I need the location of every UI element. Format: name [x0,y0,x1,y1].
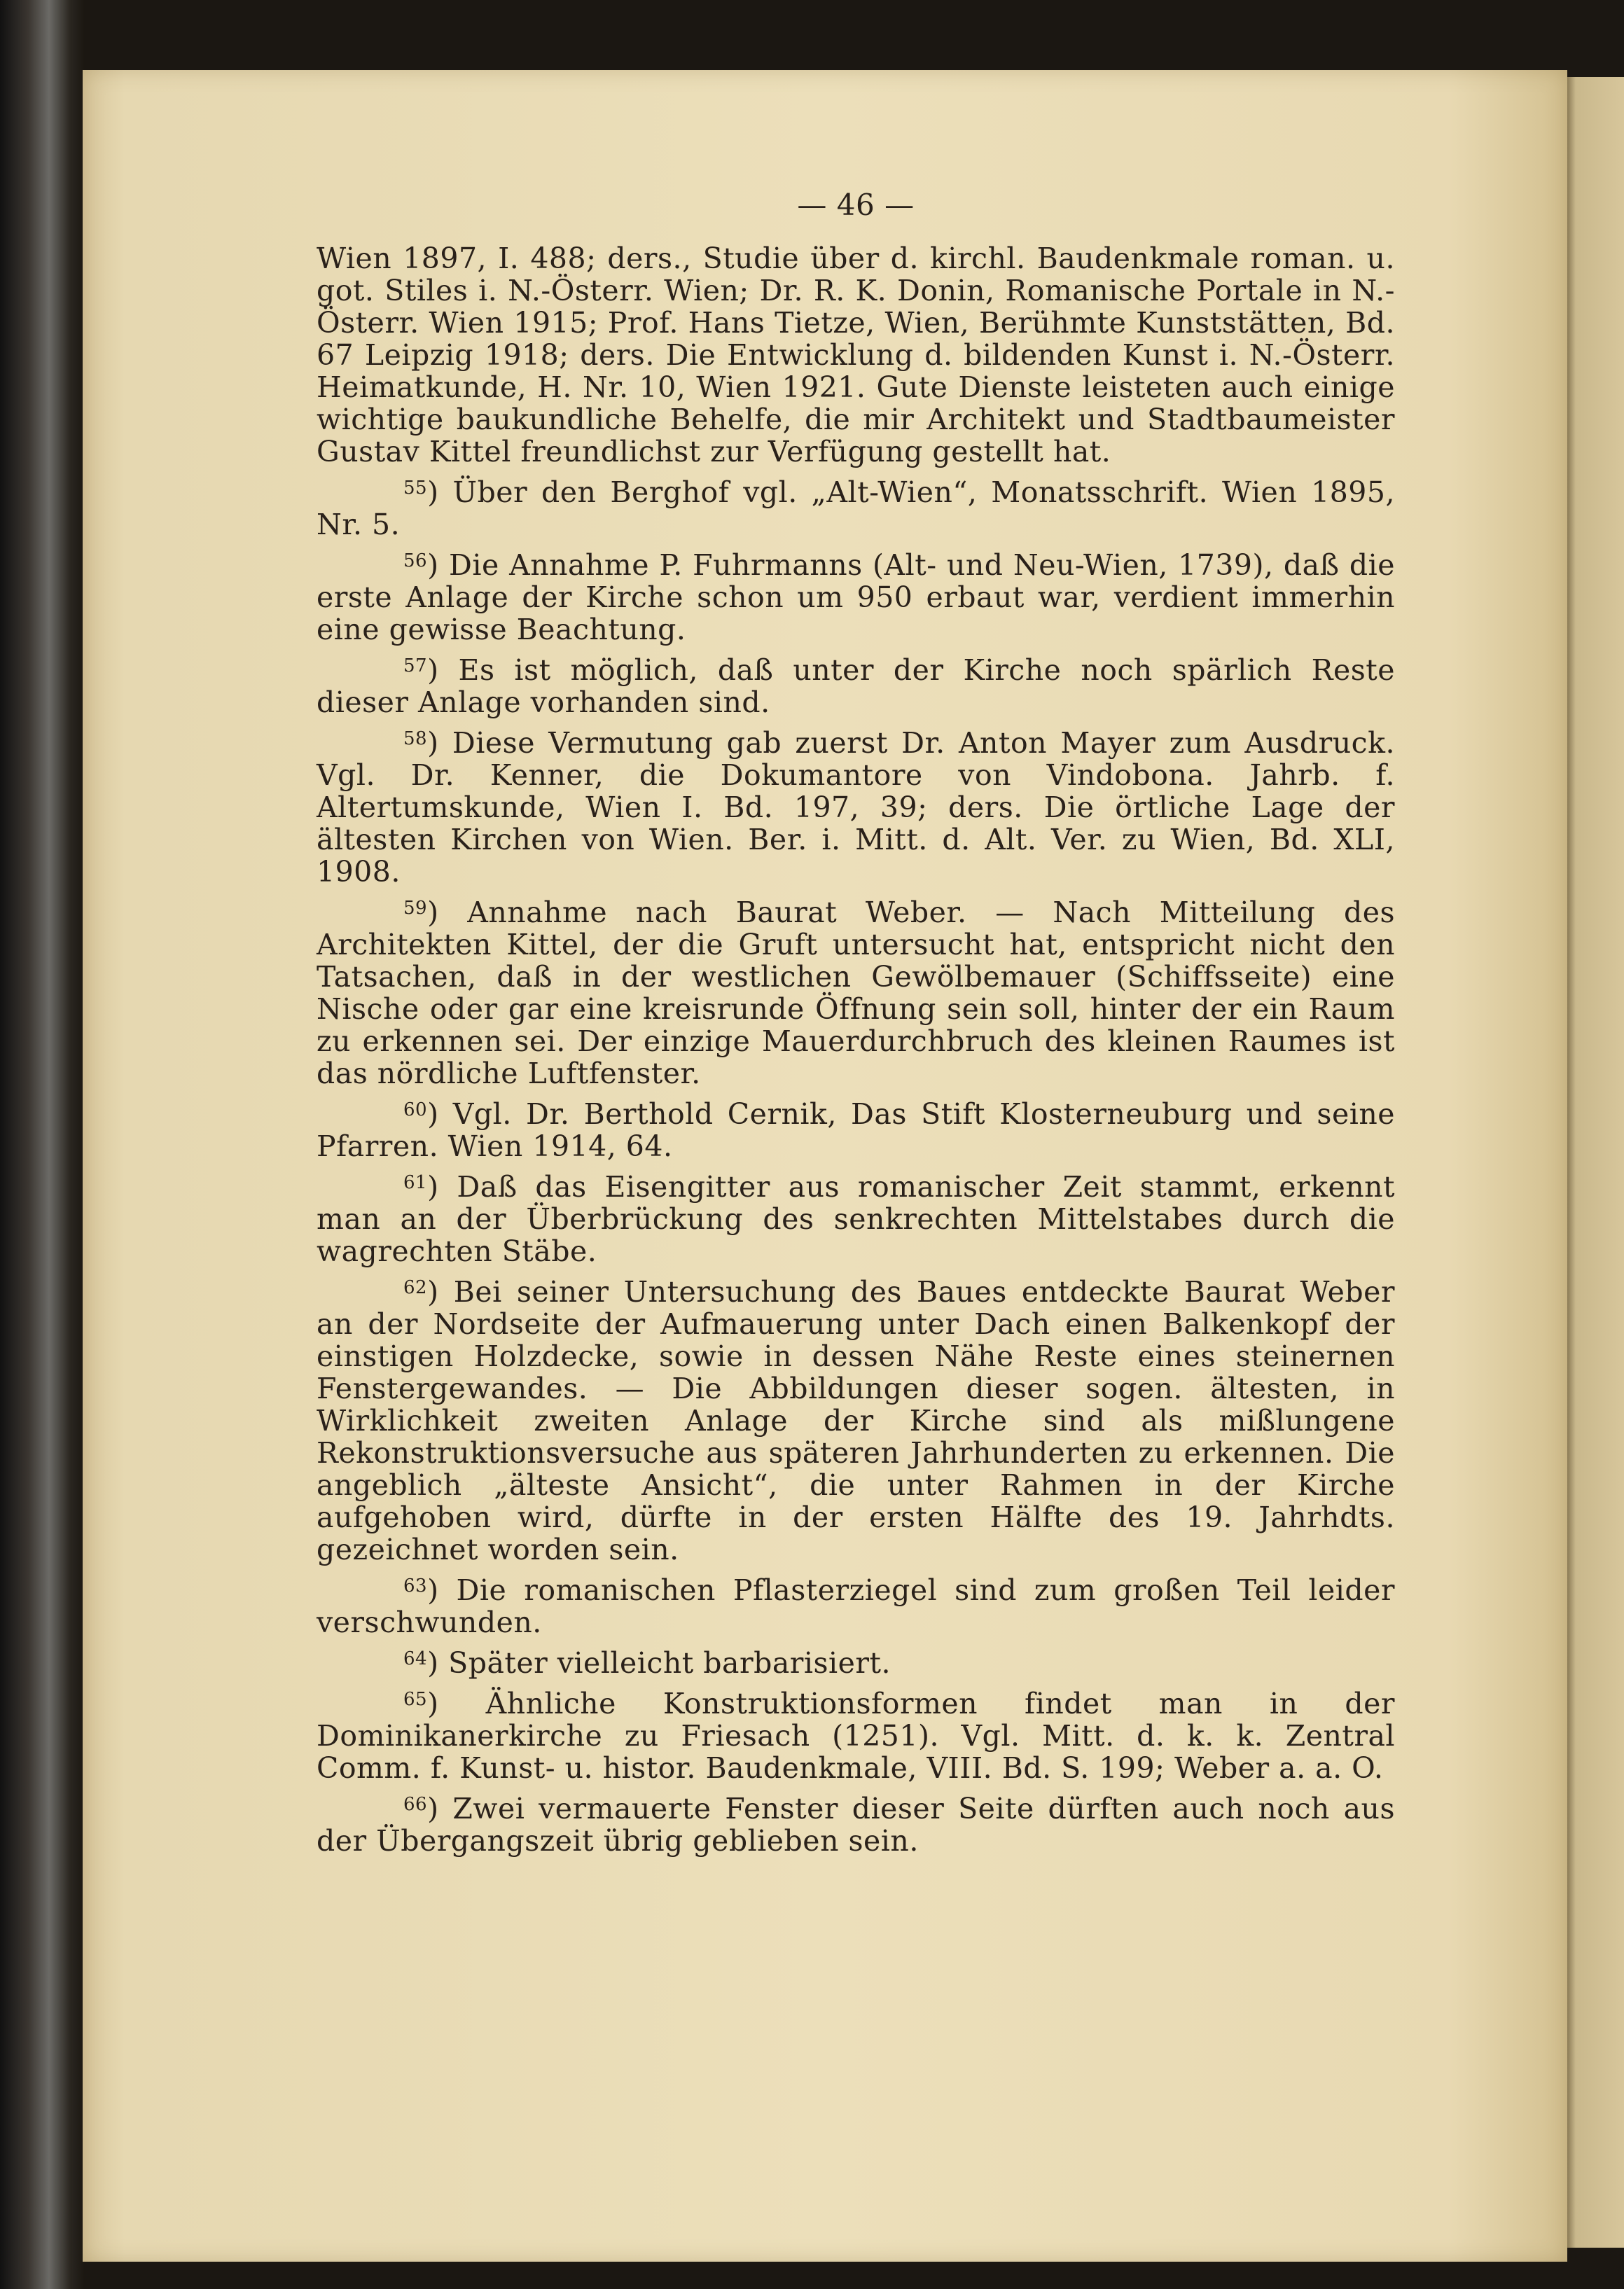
footnote-59: $^{59}$) Annahme nach Baurat Weber. — Nach Mitteilung des Architekten Kittel, der die Gruft untersucht hat, entspricht nicht den Tatsachen, daß in der westlichen Gewölbemauer (Schiffsseite) eine Nische oder gar eine kreisrunde Öffnung sein soll, hinter der ein Raum zu erkennen sei. Der einzige Mauerdurchbruch des kleinen Raumes ist das nördliche Luftfenster. [317,896,1395,1090]
page-number: — 46 — [797,188,915,222]
footnote-60: $^{60}$) Vgl. Dr. Berthold Cernik, Das Stift Klosterneuburg und seine Pfarren. Wien 1914, 64. [317,1097,1396,1163]
footnote-65: $^{65}$) Ähnliche Konstruktionsformen findet man in der Dominikanerkirche zu Friesach (1251). Vgl. Mitt. d. k. k. Zentral Comm. f. Kunst- u. histor. Baudenkmale, VIII. Bd. S. 199; Weber a. a. O. [317,1687,1396,1785]
footnote-57: $^{57}$) Es ist möglich, daß unter der Kirche noch spärlich Reste dieser Anlage vorhanden sind. [317,653,1396,719]
footnote-62: $^{62}$) Bei seiner Untersuchung des Baues entdeckte Baurat Weber an der Nordseite der Aufmauerung unter Dach einen Balkenkopf der einstigen Holzdecke, sowie in dessen Nähe Reste eines steinernen Fenstergewandes. — Die Abbildungen dieser sogen. ältesten, in Wirklichkeit zweiten Anlage der Kirche sind als mißlungene Rekonstruktionsversuche aus späteren Jahrhunderten zu erkennen. Die angeblich „älteste Ansicht“, die unter Rahmen in der Kirche aufgehoben wird, dürfte in der ersten Hälfte des 19. Jahrhdts. gezeichnet worden sein. [317,1275,1396,1566]
book-spine [0,0,84,2289]
footnote-number: 58 [403,728,428,749]
footnote-63: $^{63}$) Die romanischen Pflasterziegel sind zum großen Teil leider verschwunden. [317,1573,1395,1639]
page-content [317,189,1395,1861]
footnote-64: $^{64}$) Später vielleicht barbarisiert. [403,1646,891,1680]
footnote-text: Diese Vermutung gab zuerst Dr. Anton Mayer zum Ausdruck. Vgl. Dr. Kenner, die Dokumantore von Vindobona. Jahrb. f. Altertumskunde, Wien I. Bd. 197, 39; ders. Die örtliche Lage der ältesten Kirchen von Wien. Ber. i. Mitt. d. Alt. Ver. zu Wien, Bd. XLI, 1908. [317,726,1395,889]
footnote-56: $^{56}$) Die Annahme P. Fuhrmanns (Alt- und Neu-Wien, 1739), daß die erste Anlage der Kirche schon um 950 erbaut war, verdient immerhin eine gewisse Beachtung. [317,548,1395,646]
footnote-text: Zwei vermauerte Fenster dieser Seite dürften auch noch aus der Übergangszeit übrig geblieben sein. [317,1792,1396,1858]
footnote-text: Es ist möglich, daß unter der Kirche noch spärlich Reste dieser Anlage vorhanden sind. [317,653,1396,719]
footnote-58: $^{58}$) Diese Vermutung gab zuerst Dr. Anton Mayer zum Ausdruck. Vgl. Dr. Kenner, die Dokumantore von Vindobona. Jahrb. f. Altertumskunde, Wien I. Bd. 197, 39; ders. Die örtliche Lage der ältesten Kirchen von Wien. Ber. i. Mitt. d. Alt. Ver. zu Wien, Bd. XLI, 1908. [317,726,1395,889]
footnote-text: Die romanischen Pflasterziegel sind zum großen Teil leider verschwunden. [317,1573,1395,1639]
footnote-number: 57 [403,655,428,676]
footnote-text: Später vielleicht barbarisiert. [448,1646,891,1680]
footnote-text: Vgl. Dr. Berthold Cernik, Das Stift Klosterneuburg und seine Pfarren. Wien 1914, 64. [317,1097,1396,1163]
footnote-number: 60 [403,1099,428,1120]
footnote-number: 65 [403,1689,428,1710]
facing-page-edge [1567,77,1624,2248]
footnote-number: 66 [403,1794,428,1815]
footnote-number: 62 [403,1277,428,1298]
footnote-55: $^{55}$) Über den Berghof vgl. „Alt-Wien“, Monatsschrift. Wien 1895, Nr. 5. [317,475,1395,541]
footnote-text: Die Annahme P. Fuhrmanns (Alt- und Neu-Wien, 1739), daß die erste Anlage der Kirche schon um 950 erbaut war, verdient immerhin eine gewisse Beachtung. [317,548,1395,646]
footnote-number: 59 [403,898,428,919]
footnote-text: Annahme nach Baurat Weber. — Nach Mitteilung des Architekten Kittel, der die Gruft untersucht hat, entspricht nicht den Tatsachen, daß in der westlichen Gewölbemauer (Schiffsseite) eine Nische oder gar eine kreisrunde Öffnung sein soll, hinter der ein Raum zu erkennen sei. Der einzige Mauerdurchbruch des kleinen Raumes ist das nördliche Luftfenster. [317,896,1395,1090]
intro-paragraph: Wien 1897, I. 488; ders., Studie über d. kirchl. Baudenkmale roman. u. got. Stiles i. N.-Österr. Wien; Dr. R. K. Donin, Romanische Portale in N.-Österr. Wien 1915; Prof. Hans Tietze, Wien, Berühmte Kunststätten, Bd. 67 Leipzig 1918; ders. Die Entwicklung d. bildenden Kunst i. N.-Österr. Heimatkunde, H. Nr. 10, Wien 1921. Gute Dienste leisteten auch einige wichtige baukundliche Behelfe, die mir Architekt und Stadtbaumeister Gustav Kittel freundlichst zur Verfügung gestellt hat. [317,242,1395,468]
footnote-number: 63 [403,1575,428,1596]
footnote-number: 56 [403,550,428,571]
footnote-text: Bei seiner Untersuchung des Baues entdeckte Baurat Weber an der Nordseite der Aufmauerung unter Dach einen Balkenkopf der einstigen Holzdecke, sowie in dessen Nähe Reste eines steinernen Fenstergewandes. — Die Abbildungen dieser sogen. ältesten, in Wirklichkeit zweiten Anlage der Kirche sind als mißlungene Rekonstruktionsversuche aus späteren Jahrhunderten zu erkennen. Die angeblich „älteste Ansicht“, die unter Rahmen in der Kirche aufgehoben wird, dürfte in der ersten Hälfte des 19. Jahrhdts. gezeichnet worden sein. [317,1275,1396,1566]
footnote-text: Ähnliche Konstruktionsformen findet man in der Dominikanerkirche zu Friesach (1251). Vgl. Mitt. d. k. k. Zentral Comm. f. Kunst- u. histor. Baudenkmale, VIII. Bd. S. 199; Weber a. a. O. [317,1687,1396,1785]
footnote-number: 55 [403,478,428,499]
footnote-61: $^{61}$) Daß das Eisengitter aus romanischer Zeit stammt, erkennt man an der Überbrückung des senkrechten Mittelstabes durch die wagrechten Stäbe. [317,1170,1396,1268]
footnote-number: 61 [403,1172,428,1193]
footnote-text: Daß das Eisengitter aus romanischer Zeit stammt, erkennt man an der Überbrückung des senkrechten Mittelstabes durch die wagrechten Stäbe. [317,1170,1396,1268]
footnote-number: 64 [403,1648,428,1669]
footnote-text: Über den Berghof vgl. „Alt-Wien“, Monatsschrift. Wien 1895, Nr. 5. [317,475,1395,541]
footnote-66: $^{66}$) Zwei vermauerte Fenster dieser Seite dürften auch noch aus der Übergangszeit übrig geblieben sein. [317,1792,1396,1858]
